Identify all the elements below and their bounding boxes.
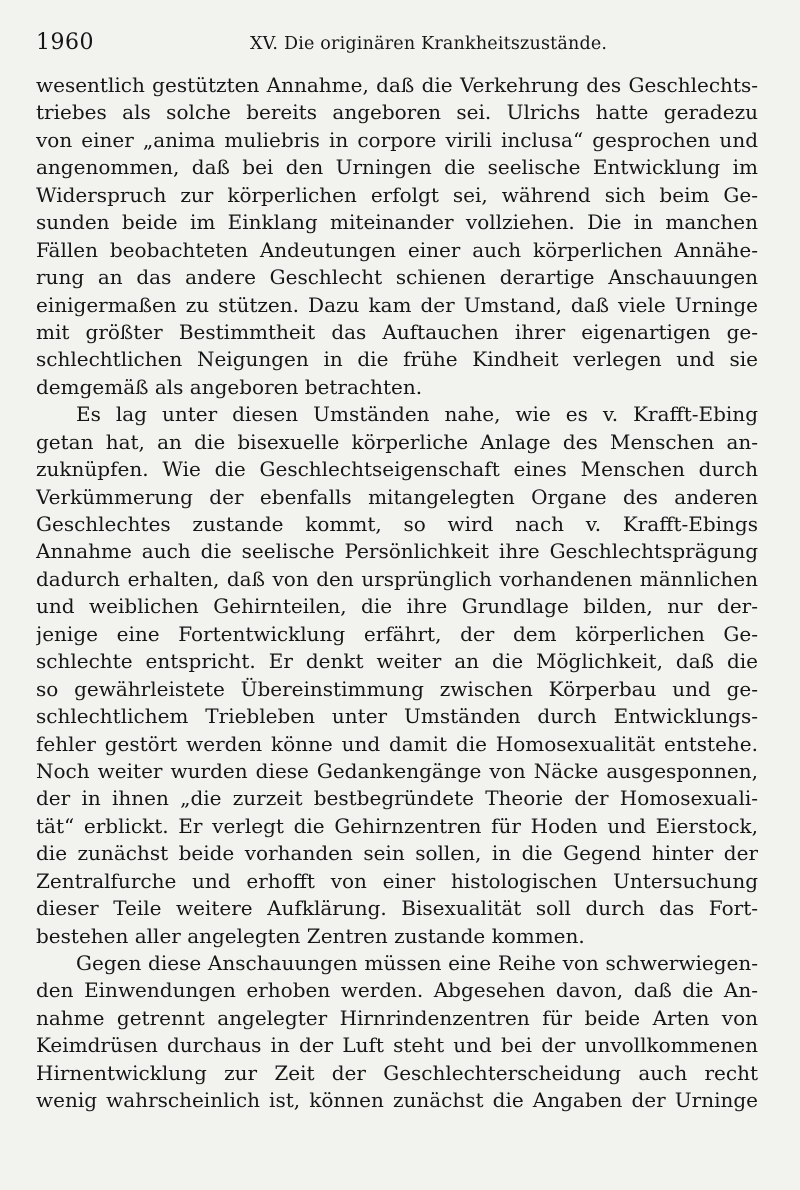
text-line: dieser Teile weitere Aufklärung. Bisexualität soll durch das Fort- [36, 896, 758, 921]
paragraph [36, 72, 758, 401]
text-line: und weiblichen Gehirnteilen, die ihre Grundlage bilden, nur der- [36, 594, 758, 619]
text-line: demgemäß als angeboren betrachten. [36, 374, 423, 399]
text-line: Es lag unter diesen Umständen nahe, wie es v. Krafft-Ebing [76, 402, 758, 427]
text-line: angenommen, daß bei den Urningen die seelische Entwicklung im [36, 155, 758, 180]
text-line: fehler gestört werden könne und damit die Homosexualität entstehe. [36, 731, 758, 756]
text-line: nahme getrennt angelegter Hirnrindenzentren für beide Arten von [36, 1005, 758, 1030]
text-line: jenige eine Fortentwicklung erfährt, der dem körperlichen Ge- [36, 621, 758, 646]
text-line: Widerspruch zur körperlichen erfolgt sei, während sich beim Ge- [36, 182, 758, 207]
text-line: Keimdrüsen durchaus in der Luft steht und bei der unvollkommenen [36, 1033, 758, 1058]
text-line: Verkümmerung der ebenfalls mitangelegten Organe des anderen [36, 484, 758, 509]
text-line: Hirnentwicklung zur Zeit der Geschlechterscheidung auch recht [36, 1060, 758, 1085]
text-line: die zunächst beide vorhanden sein sollen, in die Gegend hinter der [36, 841, 758, 866]
paragraph [36, 950, 758, 1115]
text-line: der in ihnen „die zurzeit bestbegründete Theorie der Homosexuali- [36, 786, 758, 811]
text-line: tät“ erblickt. Er verlegt die Gehirnzentren für Hoden und Eierstock, [36, 813, 758, 838]
text-line: Annahme auch die seelische Persönlichkeit ihre Geschlechtsprägung [36, 539, 758, 564]
page-number: 1960 [36, 30, 94, 55]
text-line: Fällen beobachteten Andeutungen einer auch körperlichen Annähe- [36, 237, 758, 262]
text-line: schlechtlichen Neigungen in die frühe Kindheit verlegen und sie [36, 347, 758, 372]
page-header [36, 30, 756, 60]
text-line: bestehen aller angelegten Zentren zustande kommen. [36, 923, 585, 948]
text-line: wenig wahrscheinlich ist, können zunächst die Angaben der Urninge [36, 1088, 758, 1113]
text-line: dadurch erhalten, daß von den ursprünglich vorhandenen männlichen [36, 566, 758, 591]
body-text [36, 72, 758, 1115]
text-line: wesentlich gestützten Annahme, daß die Verkehrung des Geschlechts- [36, 73, 758, 97]
text-line: sunden beide im Einklang miteinander vollziehen. Die in manchen [36, 210, 758, 235]
text-line: einigermaßen zu stützen. Dazu kam der Umstand, daß viele Urninge [36, 292, 758, 317]
text-line: Noch weiter wurden diese Gedankengänge von Näcke ausgesponnen, [36, 758, 758, 783]
paragraph [36, 401, 758, 950]
text-line: schlechtlichem Triebleben unter Umständen durch Entwicklungs- [36, 704, 758, 729]
text-line: zuknüpfen. Wie die Geschlechtseigenschaft eines Menschen durch [36, 457, 758, 482]
text-line: Gegen diese Anschauungen müssen eine Reihe von schwerwiegen- [76, 951, 758, 975]
text-line: rung an das andere Geschlecht schienen derartige Anschauungen [36, 265, 758, 290]
running-title: XV. Die originären Krankheitszustände. [250, 34, 608, 54]
text-line: schlechte entspricht. Er denkt weiter an die Möglichkeit, daß die [36, 649, 758, 674]
text-line: den Einwendungen erhoben werden. Abgesehen davon, daß die An- [36, 978, 758, 1003]
text-line: Zentralfurche und erhofft von einer histologischen Untersuchung [36, 868, 758, 893]
text-line: von einer „anima muliebris in corpore virili inclusa“ gesprochen und [36, 127, 758, 152]
text-line: mit größter Bestimmtheit das Auftauchen ihrer eigenartigen ge- [36, 319, 758, 344]
text-line: so gewährleistete Übereinstimmung zwischen Körperbau und ge- [36, 676, 758, 701]
text-line: Geschlechtes zustande kommt, so wird nach v. Krafft-Ebings [36, 512, 758, 536]
text-line: triebes als solche bereits angeboren sei. Ulrichs hatte geradezu [36, 100, 758, 125]
text-line: getan hat, an die bisexuelle körperliche Anlage des Menschen an- [36, 429, 758, 454]
